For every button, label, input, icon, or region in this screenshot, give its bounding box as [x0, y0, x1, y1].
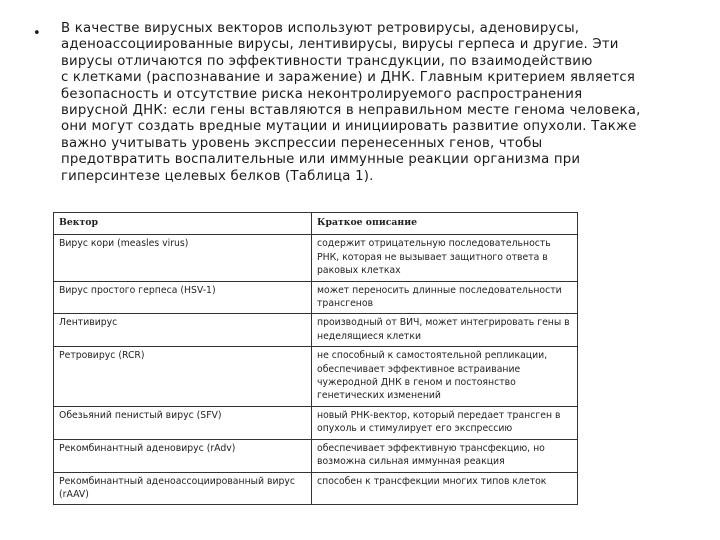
table-row [54, 314, 578, 347]
description-cell: способен к трансфекции многих типов клеток [312, 472, 578, 505]
vector-cell: Вирус кори (measles virus) [54, 235, 312, 281]
bullet-marker: • [33, 26, 41, 41]
vector-cell: Обезьяний пенистый вирус (SFV) [54, 406, 312, 439]
table-row [54, 439, 578, 472]
vector-cell: Рекомбинантный аденовирус (rAdv) [54, 439, 312, 472]
paragraph-line: безопасность и отсутствие риска неконтролируемого распространения [61, 86, 583, 102]
table-row [54, 347, 578, 407]
vectors-table [53, 212, 578, 505]
paragraph-line: с клетками (распознавание и заражение) и ДНК. Главным критерием является [61, 70, 636, 86]
paragraph-line: они могут создать вредные мутации и инициировать развитие опухоли. Также [61, 119, 637, 135]
vector-cell: Ретровирус (RCR) [54, 347, 312, 407]
table-row [54, 235, 578, 281]
description-cell: содержит отрицательную последовательность РНК, которая не вызывает защитного ответа в раковых клетках [312, 235, 578, 281]
header-description: Краткое описание [312, 213, 578, 235]
paragraph-line: В качестве вирусных векторов используют ретровирусы, аденовирусы, [61, 21, 580, 36]
description-cell: может переносить длинные последовательности трансгенов [312, 281, 578, 314]
paragraph-line: гиперсинтезе целевых белков (Таблица 1). [61, 168, 374, 184]
table-row [54, 406, 578, 439]
description-cell: не способный к самостоятельной репликации, обеспечивает эффективное встраивание чужеродной ДНК в геном и постоянство генетических изменений [312, 347, 578, 407]
paragraph-line: вирусы отличаются по эффективности трансдукции, по взаимодействию [61, 53, 593, 69]
header-vector: Вектор [54, 213, 312, 235]
vector-cell: Рекомбинантный аденоассоциированный вирус (rAAV) [54, 472, 312, 505]
table-header-row [54, 213, 578, 235]
description-cell: новый РНК-вектор, который передает трансген в опухоль и стимулирует его экспрессию [312, 406, 578, 439]
paragraph-line: аденоассоциированные вирусы, лентивирусы, вирусы герпеса и другие. Эти [61, 37, 619, 53]
vector-cell: Вирус простого герпеса (HSV-1) [54, 281, 312, 314]
main-paragraph [61, 21, 711, 185]
description-cell: обеспечивает эффективную трансфекцию, но возможна сильная иммунная реакция [312, 439, 578, 472]
vector-cell: Лентивирус [54, 314, 312, 347]
table-row [54, 281, 578, 314]
description-cell: производный от ВИЧ, может интегрировать гены в неделящиеся клетки [312, 314, 578, 347]
paragraph-line: важно учитывать уровень экспрессии перенесенных генов, чтобы [61, 135, 543, 151]
paragraph-line: вирусной ДНК: если гены вставляются в неправильном месте генома человека, [61, 103, 641, 119]
paragraph-line: предотвратить воспалительные или иммунные реакции организма при [61, 152, 581, 168]
table-row [54, 472, 578, 505]
